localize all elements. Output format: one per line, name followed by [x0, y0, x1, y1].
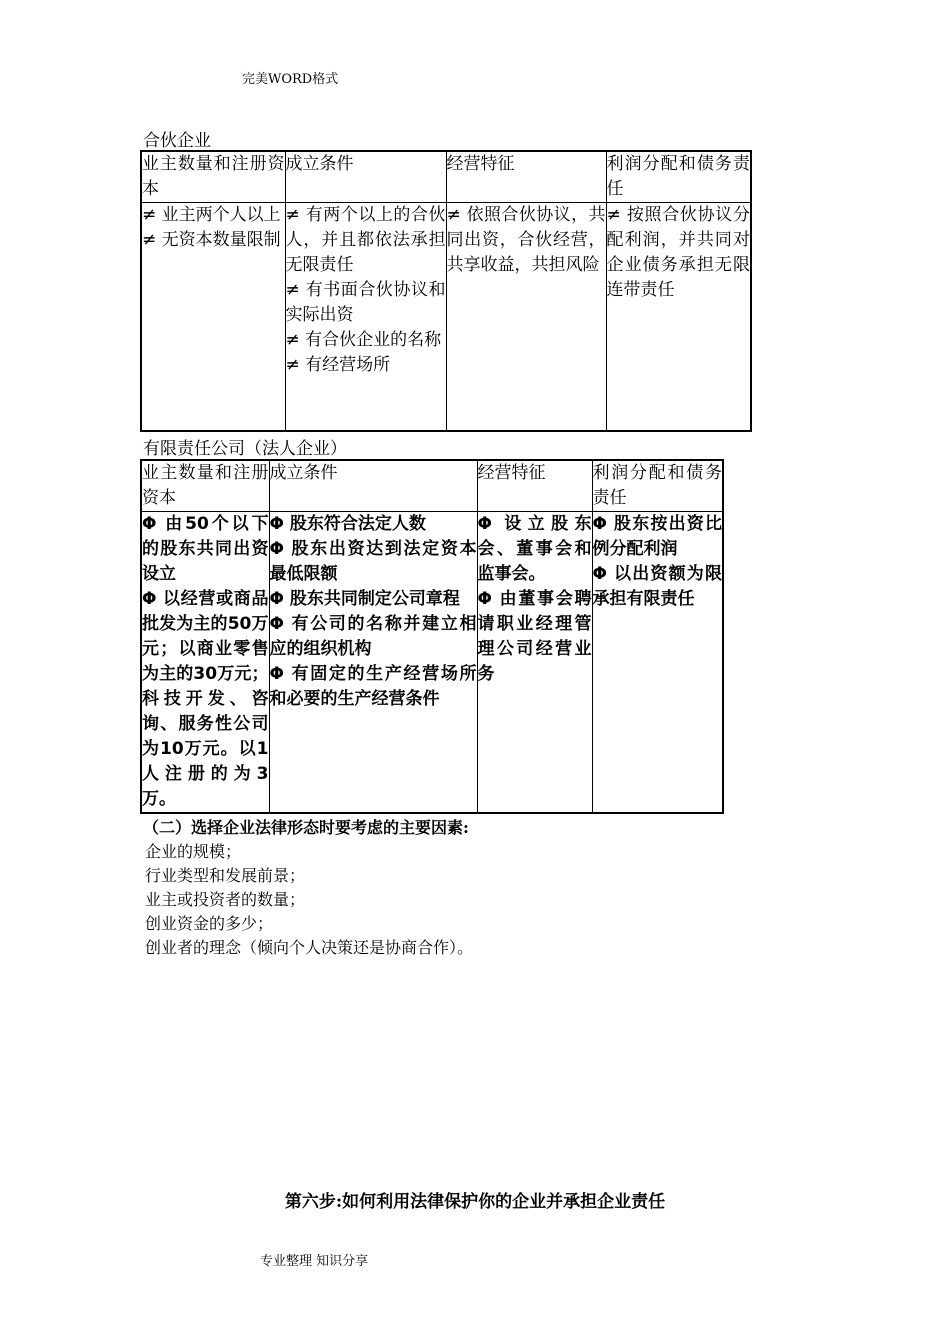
list-item: Φ 有公司的名称并建立相应的组织机构	[269, 614, 477, 659]
cell-profit-liability	[606, 203, 751, 432]
cell-conditions	[269, 512, 477, 814]
cell-owner-capital	[141, 512, 269, 814]
list-item: ≠ 依照合伙协议，共同出资，合伙经营，共享收益，共担风险	[446, 205, 606, 275]
list-item: ≠ 有两个以上的合伙人，并且都依法承担无限责任	[285, 205, 446, 275]
factors-title: （二）选择企业法律形态时要考虑的主要因素:	[143, 818, 469, 837]
factors-list	[145, 840, 473, 960]
list-item: 创业资金的多少；	[145, 914, 274, 933]
header-profit-liability: 利润分配和债务责任	[592, 460, 723, 512]
list-item: ≠ 业主两个人以上	[142, 205, 281, 225]
list-item: ≠ 有经营场所	[285, 355, 391, 375]
header-features: 经营特征	[446, 151, 606, 203]
list-item: 企业的规模；	[145, 842, 242, 861]
list-item: ≠ 有合伙企业的名称	[285, 330, 442, 350]
header-features: 经营特征	[477, 460, 592, 512]
list-item: ≠ 有书面合伙协议和实际出资	[285, 280, 446, 325]
page-header: 完美WORD格式	[242, 72, 339, 87]
cell-features	[446, 203, 606, 432]
list-item: Φ 以经营或商品批发为主的50万元；以商业零售为主的30万元；科技开发、咨询、服务性公司为10万元。以1人注册的为3万。	[142, 589, 269, 809]
table-row	[141, 203, 751, 432]
header-conditions: 成立条件	[285, 151, 446, 203]
list-item: Φ 以出资额为限承担有限责任	[592, 564, 722, 609]
header-owner-capital: 业主数量和注册资本	[141, 460, 269, 512]
cell-profit-liability	[592, 512, 723, 814]
table-header-row	[141, 460, 723, 512]
step-six-title: 第六步:如何利用法律保护你的企业并承担企业责任	[284, 1192, 666, 1212]
list-item: 业主或投资者的数量；	[145, 890, 306, 909]
page-footer: 专业整理 知识分享	[260, 1254, 369, 1269]
list-item: Φ 由董事会聘请职业经理管理公司经营业务	[477, 589, 592, 684]
header-profit-liability: 利润分配和债务责任	[606, 151, 751, 203]
list-item: Φ 股东共同制定公司章程	[269, 589, 460, 609]
list-item: Φ 设立股东会、董事会和监事会。	[477, 514, 592, 584]
list-item: Φ 股东符合法定人数	[269, 514, 426, 534]
list-item: 创业者的理念（倾向个人决策还是协商合作）。	[145, 938, 474, 957]
list-item: Φ 股东按出资比例分配利润	[592, 514, 722, 559]
header-owner-capital: 业主数量和注册资本	[141, 151, 285, 203]
llc-title: 有限责任公司（法人企业）	[143, 439, 347, 459]
partnership-title: 合伙企业	[143, 131, 211, 151]
table-header-row	[141, 151, 751, 203]
llc-table	[140, 459, 724, 814]
list-item: 行业类型和发展前景；	[145, 866, 306, 885]
list-item: Φ 由50个以下的股东共同出资设立	[142, 514, 269, 584]
table-row	[141, 512, 723, 814]
header-conditions: 成立条件	[269, 460, 477, 512]
cell-features	[477, 512, 592, 814]
list-item: Φ 股东出资达到法定资本最低限额	[269, 539, 477, 584]
list-item: Φ 有固定的生产经营场所和必要的生产经营条件	[269, 664, 477, 709]
list-item: ≠ 无资本数量限制	[142, 230, 281, 250]
list-item: ≠ 按照合伙协议分配利润，并共同对企业债务承担无限连带责任	[606, 205, 750, 300]
partnership-table	[140, 150, 752, 432]
cell-conditions	[285, 203, 446, 432]
cell-owner-capital	[141, 203, 285, 432]
